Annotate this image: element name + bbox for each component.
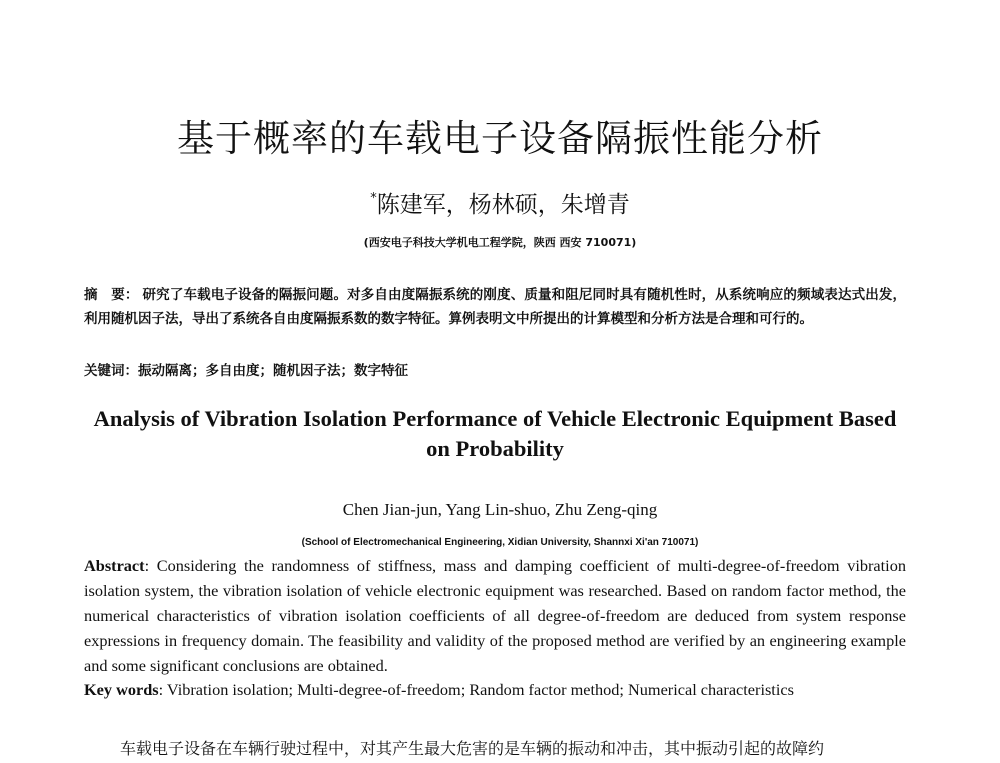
english-keywords [84,680,906,700]
chinese-keywords [84,359,906,379]
english-abstract-label: Abstract [84,556,145,575]
chinese-keywords-text: 振动隔离；多自由度；随机因子法；数字特征 [138,363,408,379]
chinese-abstract-label: 摘 要： [84,287,139,303]
corresponding-author-mark: * [370,191,377,206]
chinese-authors [0,186,1000,219]
english-title: Analysis of Vibration Isolation Performance of Vehicle Electronic Equipment Based on Probability [93,406,897,461]
english-abstract-text: : Considering the randomness of stiffness, mass and damping coefficient of multi-degree-of-freedom vibration isolation system, the vibration isolation of vehicle electronic equipment was researched. Based on random factor method, the numerical characteristics of vibration isolation coefficients of all degree-of-freedom are deduced from system response expressions in frequency domain. The feasibility and validity of the proposed method are verified by an engineering example and some significant conclusions are obtained. [84,556,906,675]
body-text-first-line: 车载电子设备在车辆行驶过程中，对其产生最大危害的是车辆的振动和冲击，其中振动引起的故障约 [120,739,825,758]
english-authors: Chen Jian-jun, Yang Lin-shuo, Zhu Zeng-qing [342,500,658,519]
english-abstract [84,553,906,678]
english-keywords-text: : Vibration isolation; Multi-degree-of-freedom; Random factor method; Numerical characteristics [158,680,794,699]
english-keywords-label: Key words [84,680,159,699]
chinese-keywords-label: 关键词： [84,363,138,379]
english-affiliation: (School of Electromechanical Engineering, Xidian University, Shannxi Xi'an 710071) [301,537,699,548]
chinese-abstract-text: 研究了车载电子设备的隔振问题。对多自由度隔振系统的刚度、质量和阻尼同时具有随机性时，从系统响应的频域表达式出发，利用随机因子法，导出了系统各自由度隔振系数的数字特征。算例表明文中所提出的计算模型和分析方法是合理和可行的。 [84,287,907,327]
chinese-title: 基于概率的车载电子设备隔振性能分析 [177,117,823,160]
chinese-author-names: 陈建军，杨林硕，朱增青 [376,192,630,218]
chinese-affiliation: (西安电子科技大学机电工程学院，陕西 西安 710071) [363,236,637,249]
chinese-abstract [84,283,906,331]
